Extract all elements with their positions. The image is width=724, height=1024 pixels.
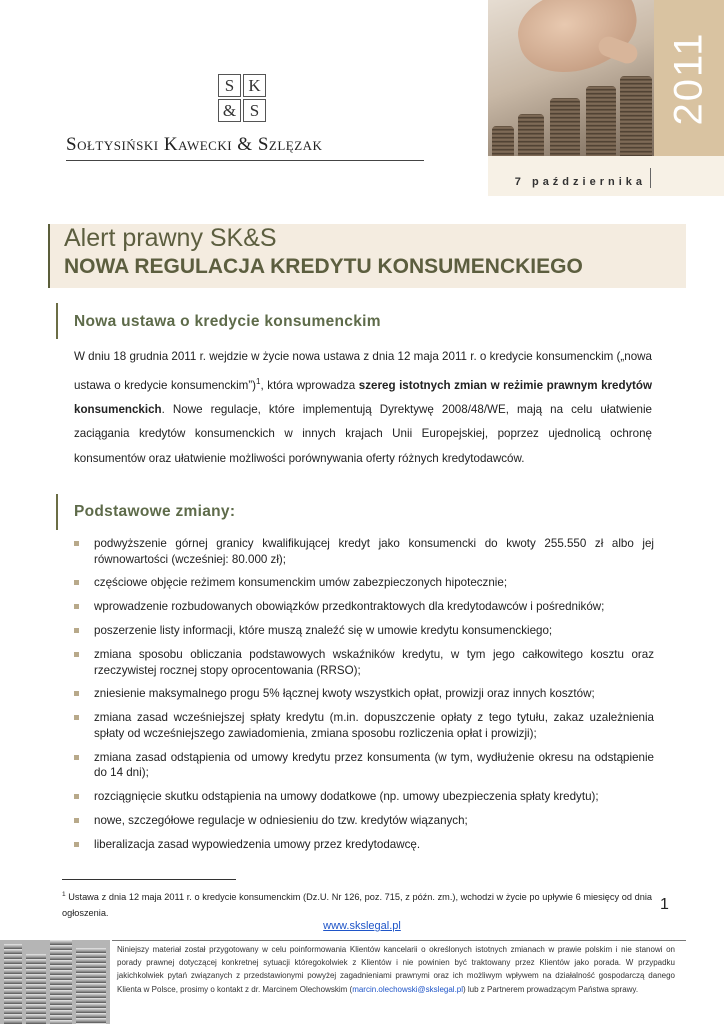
square-bullet-icon [74,628,79,633]
square-bullet-icon [74,818,79,823]
coin-stack [620,76,652,156]
page-subtitle: NOWA REGULACJA KREDYTU KONSUMENCKIEGO [64,255,583,278]
page-number: 1 [660,896,669,913]
section-accent-bar [56,494,58,530]
square-bullet-icon [74,842,79,847]
changes-list [74,536,654,861]
hand-shape [511,0,645,82]
book-column [4,944,22,1024]
section-accent-bar [56,303,58,339]
title-accent-bar [48,224,50,288]
list-item: nowe, szczegółowe regulacje w odniesieniu do tzw. kredytów wiązanych; [74,813,654,829]
section-heading: Podstawowe zmiany: [74,503,236,520]
square-bullet-icon [74,691,79,696]
square-bullet-icon [74,652,79,657]
square-bullet-icon [74,541,79,546]
list-item: liberalizacja zasad wypowiedzenia umowy przez kredytodawcę. [74,837,654,853]
logo-cell: S [243,99,266,122]
book-column [26,954,46,1024]
issue-date: 7 października [514,176,646,188]
firm-logo [66,74,426,164]
book-column [50,940,72,1024]
logo-cell: K [243,74,266,97]
square-bullet-icon [74,794,79,799]
footnote-divider [62,879,236,880]
year-label: 2011 [666,30,711,126]
firm-name: Sołtysiński Kawecki & Szlęzak [66,134,323,155]
disclaimer-divider [112,940,686,941]
intro-paragraph: W dniu 18 grudnia 2011 r. wejdzie w życie nowa ustawa z dnia 12 maja 2011 r. o kredycie konsumenckim („nowa ustawa o kredycie konsumenckim”)$^1$, która wprowadza szereg istotnych zmian w reżimie prawnym kredytów konsumenckich. Nowe regulacje, które implementują Dyrektywę 2008/48/WE, mają na celu ułatwienie zaciągania kredytów konsumenckich w innych krajach Unii Europejskiej, poprzez ujednolicą ochronę konsumentów oraz ułatwienie możliwości porównywania oferty różnych kredytodawców. [74,350,652,465]
page-title: Alert prawny SK&S [64,224,277,252]
coin-stack [518,114,544,156]
logo-divider [66,160,424,161]
list-item: częściowe objęcie reżimem konsumenckim umów zabezpieczonych hipotecznie; [74,575,654,591]
list-item: zniesienie maksymalnego progu 5% łącznej kwoty wszystkich opłat, prowizji oraz innych kosztów; [74,686,654,702]
square-bullet-icon [74,604,79,609]
list-item: wprowadzenie rozbudowanych obowiązków przedkontraktowych dla kredytodawców i pośredników; [74,599,654,615]
footnote: $^1$ Ustawa z dnia 12 maja 2011 r. o kredycie konsumenckim (Dz.U. Nr 126, poz. 715, z późn. zm.), wchodzi w życie po upływie 6 miesięcy od dnia ogłoszenia. [62,891,652,919]
coin-stack [492,126,514,156]
book-column [76,948,106,1024]
website-link[interactable]: www.skslegal.pl [323,920,401,932]
square-bullet-icon [74,580,79,585]
footnote-ref: 1 [256,376,261,386]
logo-monogram [218,74,266,122]
books-photo [0,940,110,1024]
list-item: poszerzenie listy informacji, które muszą znaleźć się w umowie kredytu konsumenckiego; [74,623,654,639]
logo-cell: & [218,99,241,122]
list-item: podwyższenie górnej granicy kwalifikującej kredyt jako konsumencki do kwoty 255.550 zł albo jej równowartości (wcześniej: 80.000 zł); [74,536,654,567]
square-bullet-icon [74,715,79,720]
coins-photo [488,0,654,156]
square-bullet-icon [74,755,79,760]
section-heading: Nowa ustawa o kredycie konsumenckim [74,313,381,330]
list-item: zmiana sposobu obliczania podstawowych wskaźników kredytu, w tym jego całkowitego kosztu oraz rzeczywistej rocznej stopy oprocentowania (RRSO); [74,647,654,678]
date-divider [650,168,651,188]
list-item: zmiana zasad odstąpienia od umowy kredytu przez konsumenta (w tym, wydłużenie okresu na odstąpienie do 14 dni); [74,750,654,781]
disclaimer: Niniejszy materiał został przygotowany w celu poinformowania Klientów kancelarii o określonych istotnych zmianach w prawie polskim i nie stanowi on porady prawnej dotyczącej konkretnej sytuacji któregokolwiek z Klientów i nie powinien być traktowany przez Klientów jako porada. W przypadku jakichkolwiek pytań związanych z przedstawionymi powyżej zagadnieniami prawnymi oraz ich możliwym wpływem na działalność gospodarczą danego Klienta w Polsce, prosimy o kontakt z dr. Marcinem Olechowskim (marcin.olechowski@skslegal.pl) lub z Partnerem prowadzącym Państwa sprawy. [117,945,675,994]
list-item: rozciągnięcie skutku odstąpienia na umowy dodatkowe (np. umowy ubezpieczenia spłaty kredytu); [74,789,654,805]
list-item: zmiana zasad wcześniejszej spłaty kredytu (m.in. dopuszczenie opłaty z tego tytułu, zakaz uzależnienia spłaty od wcześniejszego zawiadomienia, zmiana sposobu rozliczenia opłat i prowizji); [74,710,654,741]
coin-stack [550,98,580,156]
contact-email-link[interactable]: marcin.olechowski@skslegal.pl [352,984,464,994]
coin-stack [586,86,616,156]
logo-cell: S [218,74,241,97]
